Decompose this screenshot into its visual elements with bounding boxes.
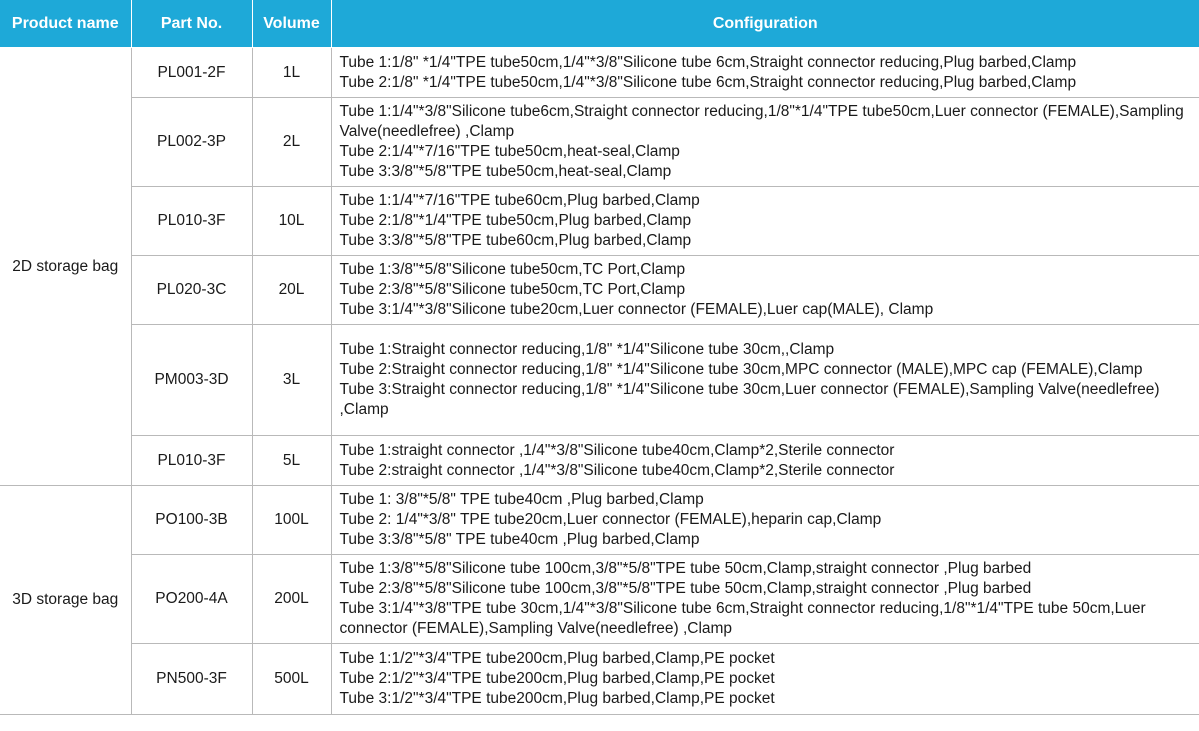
- volume-cell: 10L: [252, 187, 331, 256]
- table-row: [0, 555, 1199, 644]
- header-volume: Volume: [252, 0, 331, 48]
- part-no-cell: PL002-3P: [131, 98, 252, 187]
- table-row: [0, 187, 1199, 256]
- configuration-line: Tube 1:Straight connector reducing,1/8" *1/4"Silicone tube 30cm,,Clamp: [339, 341, 835, 359]
- configuration-cell: [331, 555, 1199, 644]
- configuration-line: Tube 1:1/2"*3/4"TPE tube200cm,Plug barbed,Clamp,PE pocket: [339, 650, 775, 668]
- table-header: [0, 0, 1199, 48]
- product-name-cell: 2D storage bag: [0, 48, 131, 486]
- table-row: [0, 486, 1199, 555]
- part-no-cell: PO200-4A: [131, 555, 252, 644]
- part-no-cell: PM003-3D: [131, 325, 252, 436]
- header-part-no: Part No.: [131, 0, 252, 48]
- part-no-cell: PL001-2F: [131, 48, 252, 98]
- table-body: [0, 48, 1199, 715]
- volume-cell: 20L: [252, 256, 331, 325]
- part-no-cell: PL010-3F: [131, 187, 252, 256]
- configuration-line: Tube 3:Straight connector reducing,1/8" *1/4"Silicone tube 30cm,Luer connector (FEMALE),Sampling Valve(needlefree) ,Clamp: [339, 381, 1160, 418]
- configuration-line: Tube 3:1/2"*3/4"TPE tube200cm,Plug barbed,Clamp,PE pocket: [339, 689, 775, 707]
- table-row: [0, 436, 1199, 486]
- configuration-line: Tube 2:1/4"*7/16"TPE tube50cm,heat-seal,Clamp: [339, 143, 680, 160]
- configuration-line: Tube 2:1/8" *1/4"TPE tube50cm,1/4"*3/8"Silicone tube 6cm,Straight connector reducing,Plug barbed,Clamp: [339, 73, 1077, 91]
- part-no-cell: PO100-3B: [131, 486, 252, 555]
- configuration-line: Tube 3:1/4"*3/8"TPE tube 30cm,1/4"*3/8"Silicone tube 6cm,Straight connector reducing,1/8"*1/4"TPE tube 50cm,Luer connector (FEMALE),Sampling Valve(needlefree) ,Clamp: [339, 600, 1146, 637]
- configuration-line: Tube 2:Straight connector reducing,1/8" *1/4"Silicone tube 30cm,MPC connector (MALE),MPC cap (FEMALE),Clamp: [339, 361, 1143, 379]
- configuration-cell: [331, 325, 1199, 436]
- configuration-line: Tube 2:1/2"*3/4"TPE tube200cm,Plug barbed,Clamp,PE pocket: [339, 670, 775, 688]
- configuration-cell: [331, 644, 1199, 715]
- configuration-line: Tube 2:3/8"*5/8"Silicone tube50cm,TC Port,Clamp: [339, 281, 686, 299]
- configuration-line: Tube 3:3/8"*5/8" TPE tube40cm ,Plug barbed,Clamp: [339, 530, 700, 548]
- table-row: [0, 644, 1199, 715]
- configuration-line: Tube 2:1/8"*1/4"TPE tube50cm,Plug barbed,Clamp: [339, 212, 692, 230]
- volume-cell: 500L: [252, 644, 331, 715]
- part-no-cell: PL020-3C: [131, 256, 252, 325]
- part-no-cell: PL010-3F: [131, 436, 252, 486]
- configuration-line: Tube 2:3/8"*5/8"Silicone tube 100cm,3/8"*5/8"TPE tube 50cm,Clamp,straight connector ,Plug barbed: [339, 580, 1032, 598]
- header-configuration: Configuration: [331, 0, 1199, 48]
- configuration-line: Tube 3:3/8"*5/8"TPE tube50cm,heat-seal,Clamp: [339, 162, 672, 180]
- configuration-cell: [331, 256, 1199, 325]
- configuration-line: Tube 1:1/4"*3/8"Silicone tube6cm,Straight connector reducing,1/8"*1/4"TPE tube50cm,Luer connector (FEMALE),Sampling Valve(needlefree) ,Clamp: [339, 103, 1184, 141]
- configuration-line: Tube 1:1/8" *1/4"TPE tube50cm,1/4"*3/8"Silicone tube 6cm,Straight connector reducing,Plug barbed,Clamp: [339, 53, 1077, 71]
- table-row: [0, 325, 1199, 436]
- table-row: [0, 98, 1199, 187]
- header-row: [0, 0, 1199, 48]
- configuration-line: Tube 3:3/8"*5/8"TPE tube60cm,Plug barbed,Clamp: [339, 231, 692, 249]
- volume-cell: 3L: [252, 325, 331, 436]
- volume-cell: 100L: [252, 486, 331, 555]
- product-name-cell: 3D storage bag: [0, 486, 131, 715]
- configuration-cell: [331, 187, 1199, 256]
- table-row: [0, 48, 1199, 98]
- configuration-line: Tube 3:1/4"*3/8"Silicone tube20cm,Luer connector (FEMALE),Luer cap(MALE), Clamp: [339, 300, 934, 318]
- configuration-line: Tube 1:3/8"*5/8"Silicone tube50cm,TC Port,Clamp: [339, 261, 686, 279]
- configuration-line: Tube 2: 1/4"*3/8" TPE tube20cm,Luer connector (FEMALE),heparin cap,Clamp: [339, 511, 882, 529]
- configuration-cell: [331, 486, 1199, 555]
- configuration-cell: [331, 98, 1199, 187]
- configuration-cell: [331, 436, 1199, 486]
- volume-cell: 5L: [252, 436, 331, 486]
- header-product-name: Product name: [0, 0, 131, 48]
- configuration-line: Tube 1:3/8"*5/8"Silicone tube 100cm,3/8"*5/8"TPE tube 50cm,Clamp,straight connector ,Plug barbed: [339, 560, 1032, 578]
- configuration-line: Tube 2:straight connector ,1/4"*3/8"Silicone tube40cm,Clamp*2,Sterile connector: [339, 461, 895, 479]
- configuration-line: Tube 1: 3/8"*5/8" TPE tube40cm ,Plug barbed,Clamp: [339, 491, 704, 509]
- volume-cell: 200L: [252, 555, 331, 644]
- configuration-cell: [331, 48, 1199, 98]
- volume-cell: 1L: [252, 48, 331, 98]
- configuration-line: Tube 1:1/4"*7/16"TPE tube60cm,Plug barbed,Clamp: [339, 192, 700, 210]
- table-row: [0, 256, 1199, 325]
- volume-cell: 2L: [252, 98, 331, 187]
- part-no-cell: PN500-3F: [131, 644, 252, 715]
- configuration-line: Tube 1:straight connector ,1/4"*3/8"Silicone tube40cm,Clamp*2,Sterile connector: [339, 441, 895, 459]
